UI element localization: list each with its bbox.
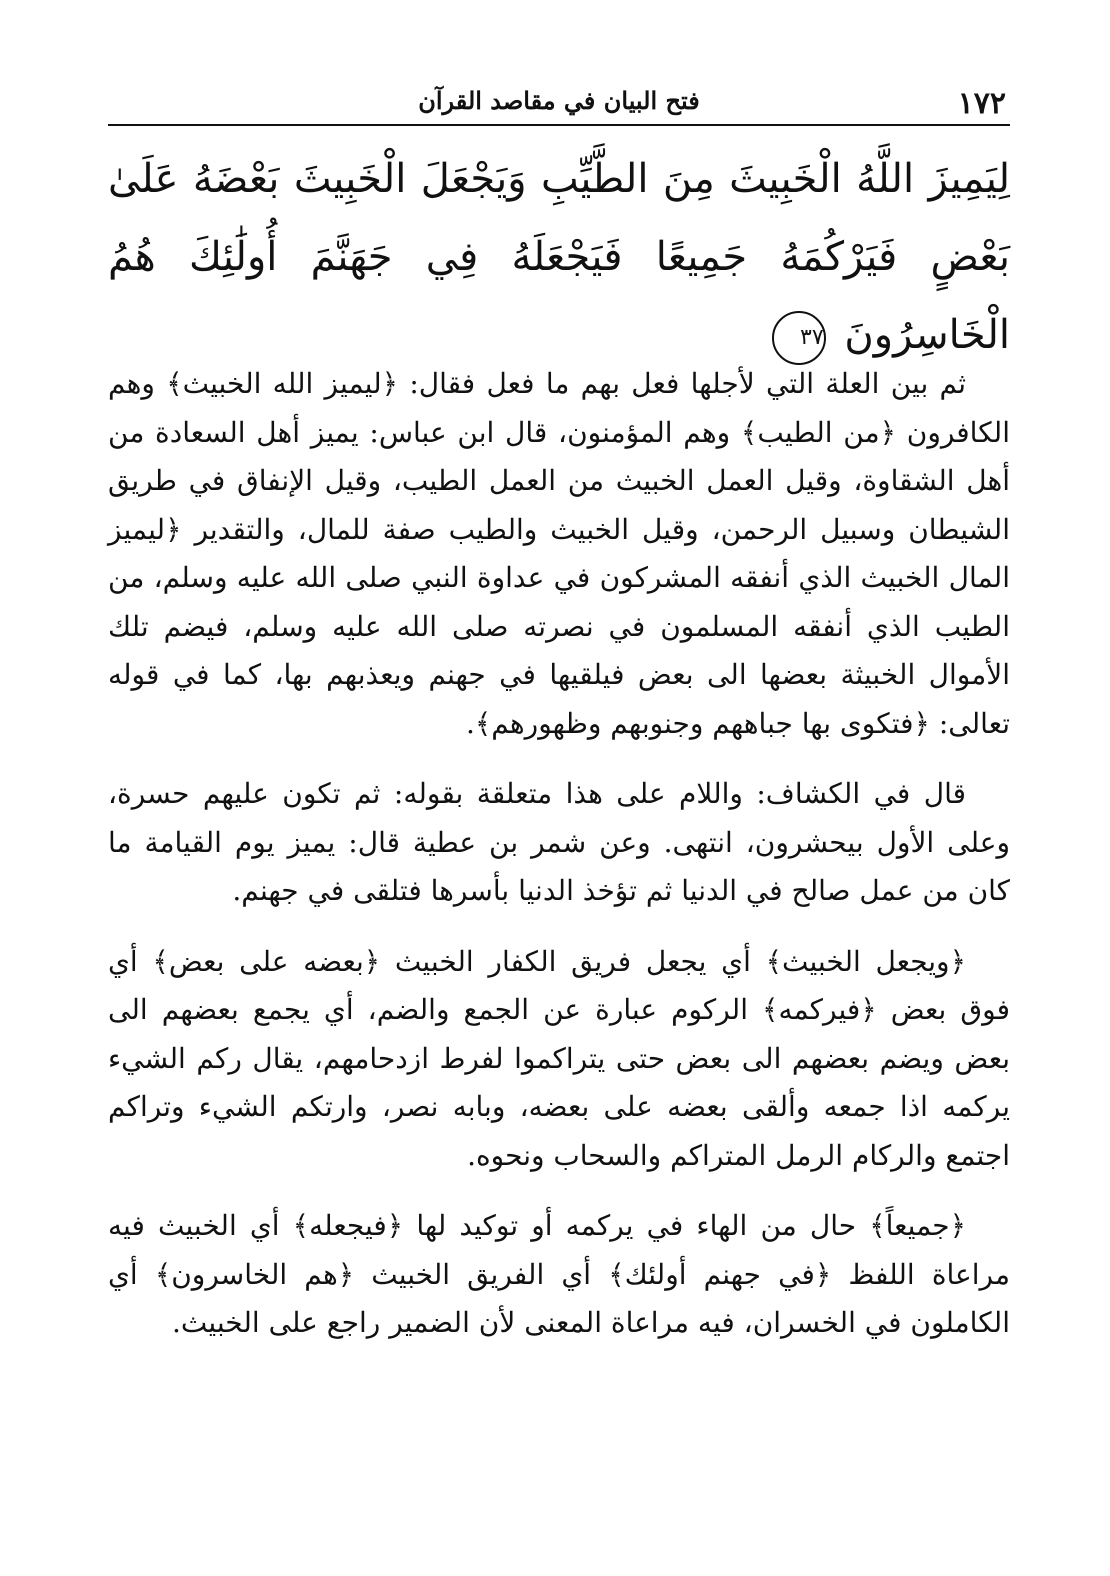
- ayah-number-marker: ٣٧: [772, 311, 826, 365]
- book-title: فتح البيان في مقاصد القرآن: [418, 86, 700, 115]
- commentary-paragraph: ﴿جميعاً﴾ حال من الهاء في يركمه أو توكيد لها ﴿فيجعله﴾ أي الخبيث فيه مراعاة اللفظ ﴿في جهنم أولئك﴾ أي الفريق الخبيث ﴿هم الخاسرون﴾ أي الكاملون في الخسران، فيه مراعاة المعنى لأن الضمير راجع على الخبيث.: [108, 1209, 1010, 1339]
- page-number: ١٧٢: [957, 86, 1006, 121]
- verse-text: لِيَمِيزَ اللَّهُ الْخَبِيثَ مِنَ الطَّيِّبِ وَيَجْعَلَ الْخَبِيثَ بَعْضَهُ عَلَىٰ بَعْضٍ فَيَرْكُمَهُ جَمِيعًا فَيَجْعَلَهُ فِي جَهَنَّمَ أُولَٰئِكَ هُمُ الْخَاسِرُونَ: [108, 156, 1010, 358]
- commentary-paragraph: ﴿ويجعل الخبيث﴾ أي يجعل فريق الكفار الخبيث ﴿بعضه على بعض﴾ أي فوق بعض ﴿فيركمه﴾ الركوم عبارة عن الجمع والضم، أي يجمع بعضهم الى بعض ويضم بعضهم الى بعض حتى يتراكموا لفرط ازدحامهم، يقال ركم الشيء يركمه اذا جمعه وألقى بعضه على بعضه، وبابه نصر، وارتكم الشيء وتراكم اجتمع والركام الرمل المتراكم والسحاب ونحوه.: [108, 944, 1010, 1172]
- commentary-body: [108, 360, 1010, 1370]
- quran-verse: [108, 140, 1010, 374]
- commentary-paragraph: قال في الكشاف: واللام على هذا متعلقة بقوله: ثم تكون عليهم حسرة، وعلى الأول بيحشرون، انتهى. وعن شمر بن عطية قال: يميز يوم القيامة ما كان من عمل صالح في الدنيا ثم تؤخذ الدنيا بأسرها فتلقى في جهنم.: [108, 777, 1010, 907]
- running-header: [108, 78, 1010, 126]
- commentary-paragraph: ثم بين العلة التي لأجلها فعل بهم ما فعل فقال: ﴿ليميز الله الخبيث﴾ وهم الكافرون ﴿من الطيب﴾ وهم المؤمنون، قال ابن عباس: يميز أهل السعادة من أهل الشقاوة، وقيل العمل الخبيث من العمل الطيب، وقيل الإنفاق في طريق الشيطان وسبيل الرحمن، وقيل الخبيث والطيب صفة للمال، والتقدير ﴿ليميز المال الخبيث الذي أنفقه المشركون في عداوة النبي صلى الله عليه وسلم، من الطيب الذي أنفقه المسلمون في نصرته صلى الله عليه وسلم، فيضم تلك الأموال الخبيثة بعضها الى بعض فيلقيها في جهنم ويعذبهم بها، كما في قوله تعالى: ﴿فتكوى بها جباههم وجنوبهم وظهورهم﴾.: [108, 367, 1010, 740]
